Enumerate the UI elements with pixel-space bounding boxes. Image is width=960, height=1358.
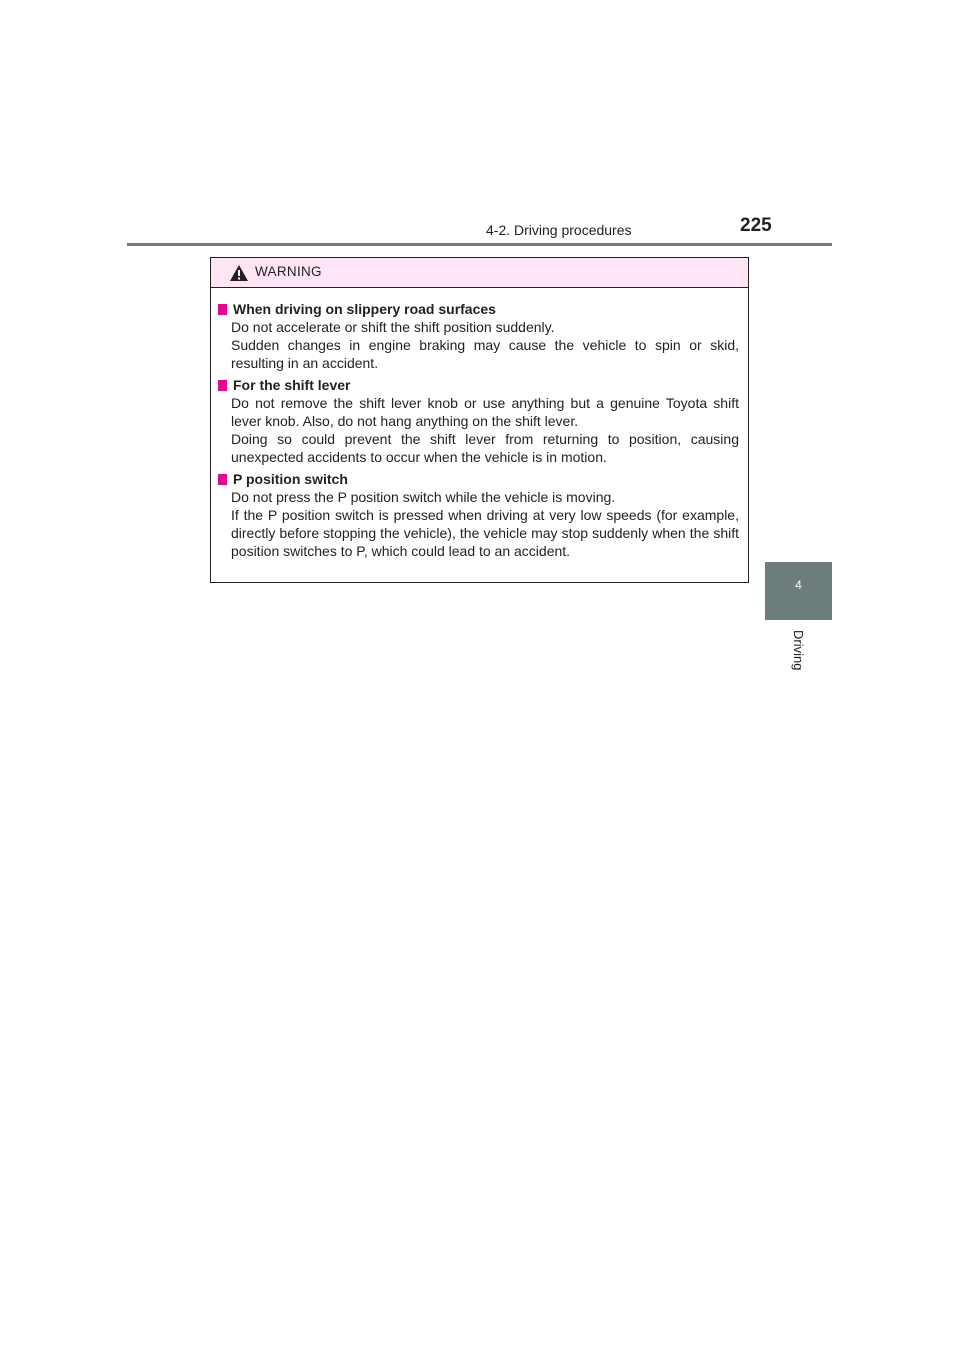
- warning-box: [210, 257, 749, 583]
- warning-body: [211, 288, 748, 560]
- warning-item: [218, 376, 739, 466]
- square-bullet-icon: [218, 380, 227, 391]
- warning-title: WARNING: [255, 264, 322, 279]
- chapter-tab-label: Driving: [791, 630, 806, 671]
- item-paragraph: Do not remove the shift lever knob or use anything but a genuine Toyota shift lever knob. Also, do not hang anything on the shift lever.: [231, 395, 739, 429]
- warning-header: [211, 258, 748, 288]
- warning-triangle-icon: [229, 264, 249, 282]
- square-bullet-icon: [218, 474, 227, 485]
- item-heading-text: When driving on slippery road surfaces: [233, 301, 496, 317]
- item-paragraph: If the P position switch is pressed when driving at very low speeds (for example, directly before stopping the vehicle), the vehicle may stop suddenly when the shift position switches to P, which could lead to an accident.: [231, 507, 739, 559]
- chapter-tab-number: 4: [795, 578, 802, 592]
- square-bullet-icon: [218, 304, 227, 315]
- item-heading: [218, 376, 739, 394]
- item-paragraph: Sudden changes in engine braking may cause the vehicle to spin or skid, resulting in an accident.: [231, 337, 739, 371]
- item-heading: [218, 300, 739, 318]
- item-paragraph: Doing so could prevent the shift lever from returning to position, causing unexpected accidents to occur when the vehicle is in motion.: [231, 431, 739, 465]
- warning-item: [218, 470, 739, 560]
- item-heading: [218, 470, 739, 488]
- header-divider: [127, 243, 832, 246]
- item-heading-text: For the shift lever: [233, 377, 351, 393]
- page-number: 225: [740, 215, 772, 236]
- warning-item: [218, 300, 739, 372]
- item-paragraph: Do not accelerate or shift the shift position suddenly.: [231, 319, 555, 335]
- item-heading-text: P position switch: [233, 471, 348, 487]
- item-paragraph: Do not press the P position switch while the vehicle is moving.: [231, 489, 616, 505]
- section-title: 4-2. Driving procedures: [486, 222, 632, 238]
